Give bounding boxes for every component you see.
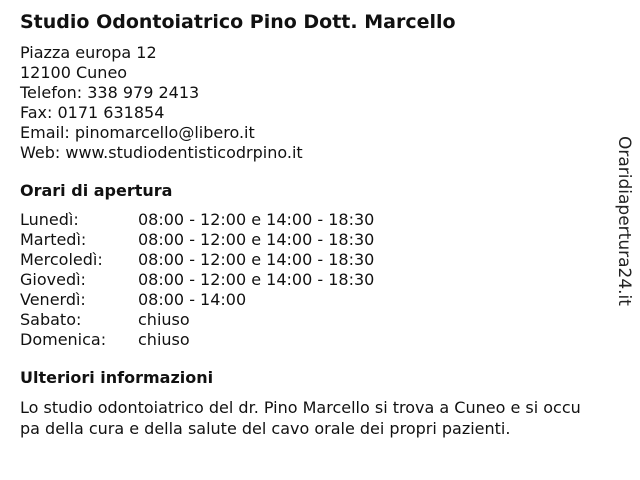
additional-info-heading: Ulteriori informazioni	[20, 368, 214, 387]
opening-hours-heading: Orari di apertura	[20, 181, 173, 200]
business-card	[20, 9, 610, 455]
hours-row-wednesday	[20, 250, 610, 270]
hours-row-monday	[20, 210, 610, 230]
phone-number: Telefon: 338 979 2413	[20, 83, 200, 102]
day-label: Venerdì:	[20, 290, 86, 309]
time-value: 08:00 - 12:00 e 14:00 - 18:30	[138, 210, 375, 229]
hours-row-sunday	[20, 330, 610, 350]
fax-number: Fax: 0171 631854	[20, 103, 165, 122]
address-street: Piazza europa 12	[20, 43, 157, 62]
hours-row-tuesday	[20, 230, 610, 250]
day-label: Lunedì:	[20, 210, 79, 229]
email-address: Email: pinomarcello@libero.it	[20, 123, 255, 142]
brand-watermark: Oraridiapertura24.it	[614, 136, 634, 306]
opening-hours-table	[20, 210, 610, 350]
day-label: Sabato:	[20, 310, 82, 329]
website-address: Web: www.studiodentisticodrpino.it	[20, 143, 303, 162]
business-name: Studio Odontoiatrico Pino Dott. Marcello	[20, 11, 456, 33]
day-label: Domenica:	[20, 330, 107, 349]
address-city: 12100 Cuneo	[20, 63, 128, 82]
contact-block	[20, 43, 610, 163]
day-label: Martedì:	[20, 230, 87, 249]
time-value: chiuso	[138, 330, 190, 349]
hours-row-saturday	[20, 310, 610, 330]
time-value: 08:00 - 12:00 e 14:00 - 18:30	[138, 270, 375, 289]
day-label: Mercoledì:	[20, 250, 103, 269]
additional-info-text: Lo studio odontoiatrico del dr. Pino Marcello si trova a Cuneo e si occupa della cura e della salute del cavo orale dei propri pazienti.	[20, 398, 581, 438]
hours-row-friday	[20, 290, 610, 310]
time-value: 08:00 - 12:00 e 14:00 - 18:30	[138, 250, 375, 269]
time-value: 08:00 - 12:00 e 14:00 - 18:30	[138, 230, 375, 249]
hours-row-thursday	[20, 270, 610, 290]
time-value: 08:00 - 14:00	[138, 290, 247, 309]
time-value: chiuso	[138, 310, 190, 329]
day-label: Giovedì:	[20, 270, 86, 289]
